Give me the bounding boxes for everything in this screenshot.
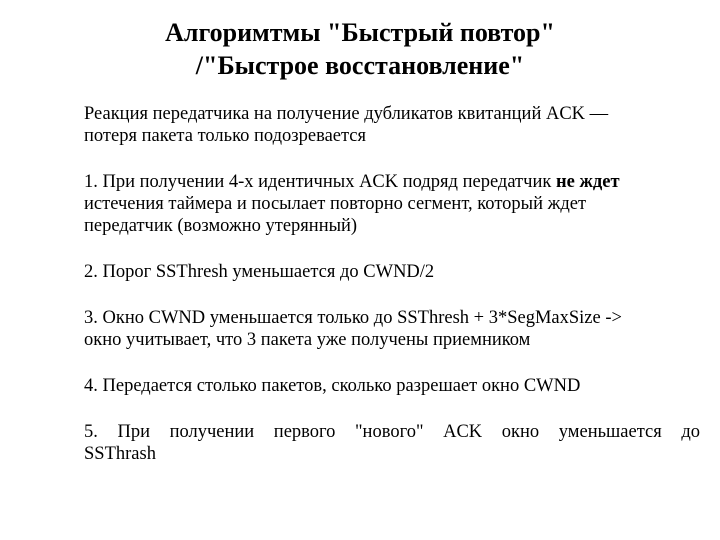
item-1-line-2: истечения таймера и посылает повторно сегмент, который ждет bbox=[84, 194, 587, 214]
list-item-3 bbox=[84, 307, 700, 351]
list-item-5 bbox=[84, 421, 700, 465]
item-1-bold-text: не ждет bbox=[555, 172, 620, 192]
item-5-line-1: 5. При получении первого "нового" ACK окно уменьшается до bbox=[84, 422, 700, 442]
title-line-1: Алгоримтмы "Быстрый повтор" bbox=[165, 18, 555, 47]
list-item-1 bbox=[84, 171, 700, 237]
title-line-2: /"Быстрое восстановление" bbox=[195, 51, 525, 80]
item-1-line-3: передатчик (возможно утерянный) bbox=[84, 216, 358, 236]
slide-title bbox=[0, 16, 720, 82]
item-1-text: 1. При получении 4-х идентичных ACK подряд передатчик bbox=[84, 172, 556, 192]
intro-paragraph bbox=[84, 103, 700, 147]
list-item-2 bbox=[84, 261, 700, 283]
slide-body bbox=[84, 103, 700, 465]
item-2-line-1: 2. Порог SSThresh уменьшается до CWND/2 bbox=[84, 262, 435, 282]
list-item-4 bbox=[84, 375, 700, 397]
item-4-line-1: 4. Передается столько пакетов, сколько разрешает окно CWND bbox=[84, 376, 581, 396]
item-1-line-1 bbox=[84, 171, 700, 193]
item-3-line-1: 3. Окно CWND уменьшается только до SSThresh + 3*SegMaxSize -> bbox=[84, 308, 622, 328]
item-5-line-2: SSThrash bbox=[84, 444, 156, 464]
intro-line-1: Реакция передатчика на получение дубликатов квитанций ACK — bbox=[84, 104, 609, 124]
item-3-line-2: окно учитывает, что 3 пакета уже получены приемником bbox=[84, 330, 531, 350]
intro-line-2: потеря пакета только подозревается bbox=[84, 126, 367, 146]
